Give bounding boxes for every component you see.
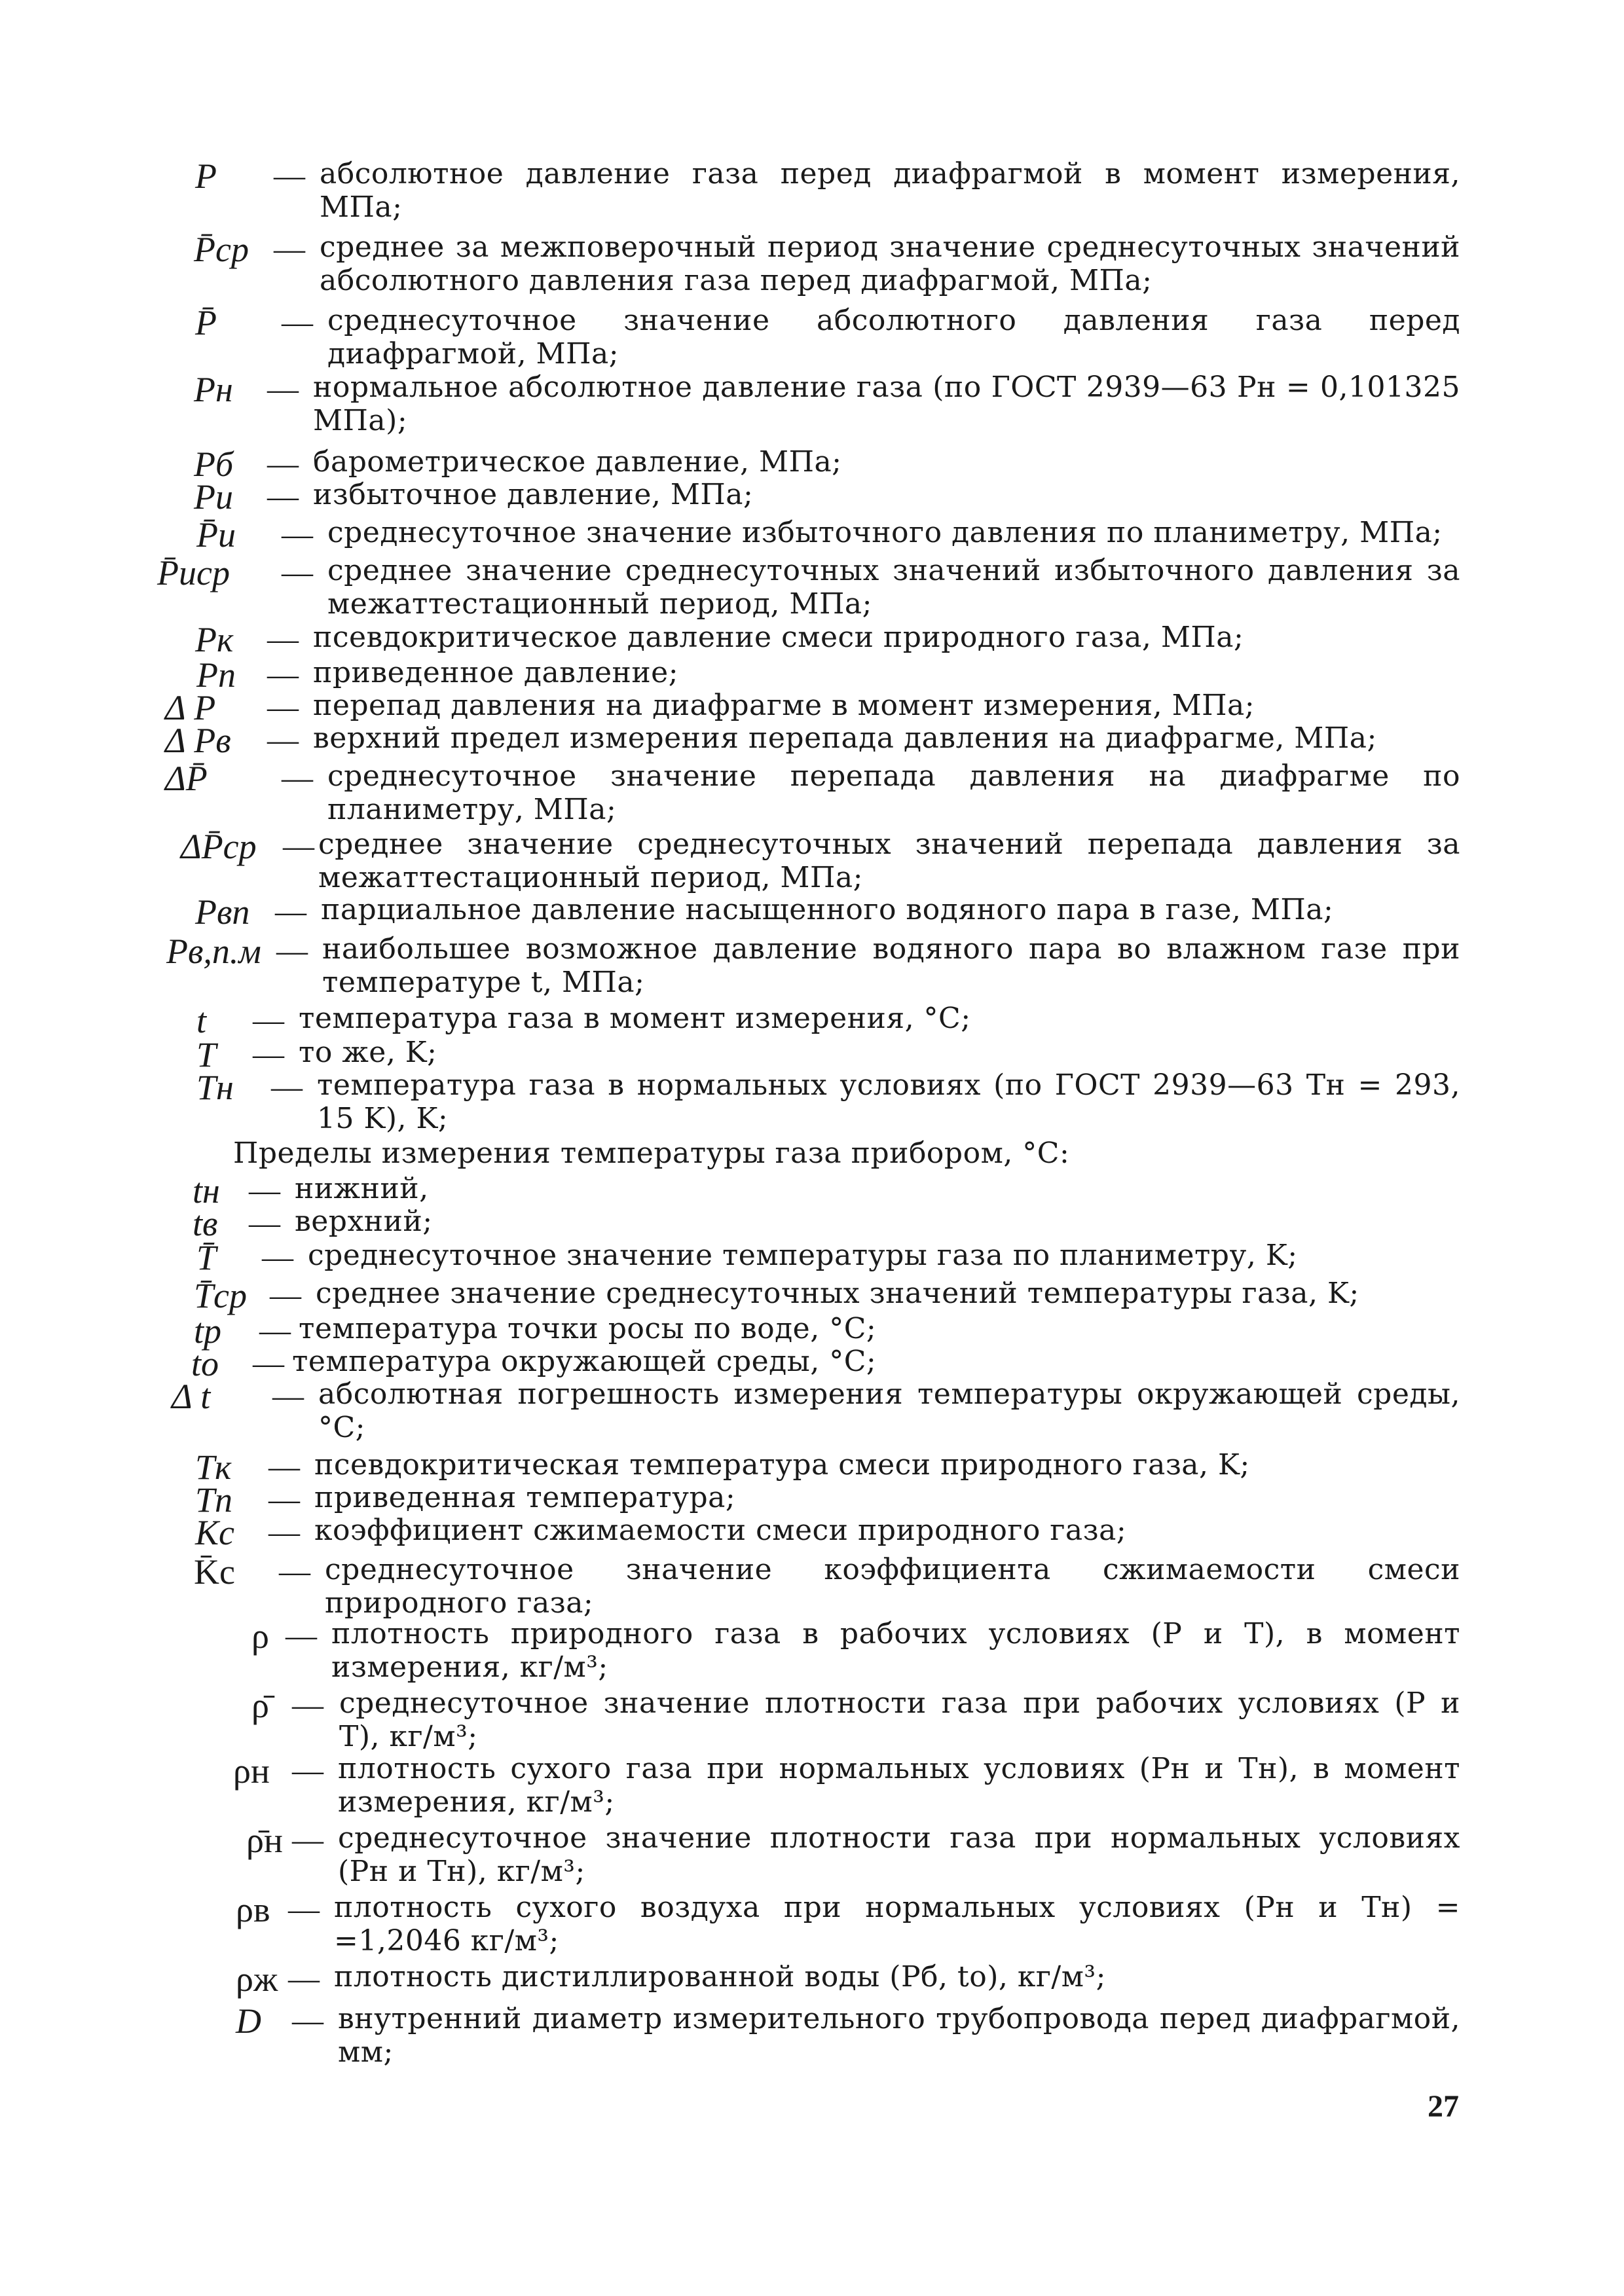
dash: — [283, 829, 314, 864]
dash: — [267, 446, 299, 481]
symbol: Tн [196, 1068, 234, 1107]
symbol: Pв,п.м [166, 932, 261, 971]
dash: — [259, 1313, 291, 1348]
definition-text: абсолютное давление газа перед диафрагмой в момент измерения, МПа; [320, 157, 1460, 224]
dash: — [292, 1753, 323, 1788]
dash: — [267, 723, 299, 757]
symbol: P [195, 156, 217, 196]
symbol: T̄ [196, 1238, 217, 1277]
dash: — [274, 158, 305, 193]
definition-text: то же, K; [299, 1036, 437, 1069]
dash: — [288, 1892, 320, 1927]
definition-text: среднесуточное значение абсолютного давления газа перед диафрагмой, МПа; [327, 304, 1460, 371]
definition-text: температура газа в нормальных условиях (по ГОСТ 2939—63 Tн = 293, 15 K), K; [317, 1068, 1460, 1135]
dash: — [271, 1070, 303, 1104]
definition-text: среднесуточное значение плотности газа при рабочих условиях (P и T), кг/м³; [339, 1686, 1460, 1753]
definition-text: верхний; [295, 1205, 433, 1238]
dash: — [270, 1278, 301, 1313]
symbol: K̄с [194, 1552, 235, 1592]
dash: — [274, 232, 305, 266]
dash: — [282, 517, 313, 552]
dash: — [267, 657, 299, 692]
symbol: D [236, 2001, 261, 2041]
dash: — [292, 2003, 323, 2038]
symbol: ρ̄ [251, 1686, 269, 1725]
definition-text: псевдокритическая температура смеси природного газа, K; [314, 1448, 1250, 1482]
symbol: tн [193, 1171, 220, 1211]
temperature-range-heading: Пределы измерения температуры газа прибором, °С: [233, 1137, 1070, 1170]
dash: — [286, 1618, 317, 1653]
symbol: P̄ср [194, 230, 249, 269]
definition-text: среднесуточное значение температуры газа по планиметру, K; [308, 1239, 1298, 1272]
definition-text: температура точки росы по воде, °С; [299, 1312, 877, 1345]
definition-text: псевдокритическое давление смеси природного газа, МПа; [313, 621, 1244, 654]
definition-text: коэффициент сжимаемости смеси природного газа; [314, 1514, 1127, 1547]
definition-text: среднее значение среднесуточных значений избыточного давления за межаттестационный период, МПа; [327, 554, 1460, 621]
symbol: Pк [195, 620, 234, 659]
dash: — [268, 1515, 300, 1550]
symbol: tо [191, 1344, 219, 1383]
symbol: Tк [195, 1448, 232, 1487]
page-number: 27 [1428, 2089, 1459, 2124]
symbol: P̄ [195, 303, 217, 342]
definition-text: барометрическое давление, МПа; [313, 445, 842, 479]
definition-text: абсолютная погрешность измерения температуры окружающей среды, °С; [318, 1377, 1460, 1444]
definition-text: среднесуточное значение коэффициента сжимаемости смеси природного газа; [325, 1553, 1460, 1620]
definition-text: перепад давления на диафрагме в момент измерения, МПа; [313, 689, 1255, 722]
definition-text: среднесуточное значение перепада давления на диафрагме по планиметру, МПа; [327, 759, 1460, 826]
definition-text: парциальное давление насыщенного водяного пара в газе, МПа; [321, 893, 1334, 926]
dash: — [267, 372, 299, 407]
dash: — [249, 1173, 280, 1208]
definition-text: температура окружающей среды, °С; [292, 1345, 877, 1378]
definition-text: плотность сухого газа при нормальных условиях (Pн и Tн), в момент измерения, кг/м³; [338, 1752, 1460, 1819]
dash: — [292, 1688, 323, 1722]
symbol: Pн [194, 370, 233, 409]
symbol: Pвп [195, 892, 250, 932]
symbol: ΔP̄ [165, 759, 208, 798]
symbol: T [196, 1035, 217, 1074]
symbol: ρв [236, 1890, 270, 1929]
definition-text: среднее за межповерочный период значение среднесуточных значений абсолютного давления газа перед диафрагмой, МПа; [320, 230, 1460, 297]
dash: — [262, 1240, 293, 1275]
definition-text: приведенное давление; [313, 656, 679, 689]
symbol: Δ P [165, 688, 216, 727]
definition-text: плотность дистиллированной воды (Pб, tо), кг/м³; [334, 1960, 1106, 1994]
symbol: Pи [194, 477, 233, 517]
dash: — [292, 1823, 323, 1857]
dash: — [267, 479, 299, 514]
symbol: Tп [195, 1480, 233, 1520]
dash: — [253, 1003, 284, 1038]
dash: — [272, 1379, 304, 1413]
dash: — [282, 305, 313, 340]
dash: — [276, 934, 308, 968]
definition-text: плотность природного газа в рабочих условиях (P и T), в момент измерения, кг/м³; [331, 1617, 1460, 1684]
definition-text: нормальное абсолютное давление газа (по ГОСТ 2939—63 Pн = 0,101325 МПа); [313, 371, 1460, 437]
symbol: ρн [233, 1751, 270, 1791]
definition-text: нижний, [295, 1172, 429, 1205]
dash: — [279, 1554, 310, 1589]
definition-text: наибольшее возможное давление водяного пара во влажном газе при температуре t, МПа; [322, 932, 1460, 999]
symbol: Δ Pв [165, 721, 231, 760]
symbol: P̄иср [157, 553, 230, 592]
definition-text: плотность сухого воздуха при нормальных условиях (Pн и Tн) = =1,2046 кг/м³; [334, 1891, 1460, 1958]
definition-text: приведенная температура; [314, 1481, 736, 1514]
symbol: tр [194, 1311, 222, 1351]
symbol: Pб [194, 445, 234, 484]
dash: — [282, 555, 313, 590]
symbol: Kс [195, 1513, 234, 1552]
definition-text: среднее значение среднесуточных значений перепада давления за межаттестационный период, МПа; [318, 828, 1460, 894]
symbol: P̄и [196, 515, 236, 555]
dash: — [268, 1482, 300, 1517]
definition-text: верхний предел измерения перепада давления на диафрагме, МПа; [313, 721, 1377, 755]
symbol: T̄ср [194, 1276, 247, 1315]
definition-text: внутренний диаметр измерительного трубопровода перед диафрагмой, мм; [338, 2002, 1460, 2069]
dash: — [268, 1449, 300, 1484]
symbol: Δ t [172, 1377, 211, 1416]
symbol: ρж [236, 1959, 278, 1999]
definition-text: среднесуточное значение избыточного давления по планиметру, МПа; [327, 516, 1443, 549]
dash: — [267, 622, 299, 657]
definition-text: среднее значение среднесуточных значений температуры газа, K; [316, 1277, 1359, 1310]
definition-text: среднесуточное значение плотности газа при нормальных условиях (Pн и Tн), кг/м³; [338, 1821, 1460, 1888]
dash: — [253, 1346, 284, 1381]
symbol: t [196, 1001, 207, 1040]
dash: — [275, 894, 306, 929]
dash: — [253, 1037, 284, 1072]
symbol: ρ̄н [246, 1821, 283, 1860]
definition-text: температура газа в момент измерения, °С; [299, 1002, 971, 1035]
dash: — [267, 690, 299, 725]
symbol: tв [193, 1204, 218, 1243]
dash: — [282, 761, 313, 795]
dash: — [288, 1961, 320, 1996]
symbol: ρ [251, 1616, 269, 1656]
symbol: ΔP̄ср [181, 827, 257, 866]
symbol: Pп [196, 655, 236, 695]
dash: — [249, 1206, 280, 1241]
definition-text: избыточное давление, МПа; [313, 478, 754, 511]
